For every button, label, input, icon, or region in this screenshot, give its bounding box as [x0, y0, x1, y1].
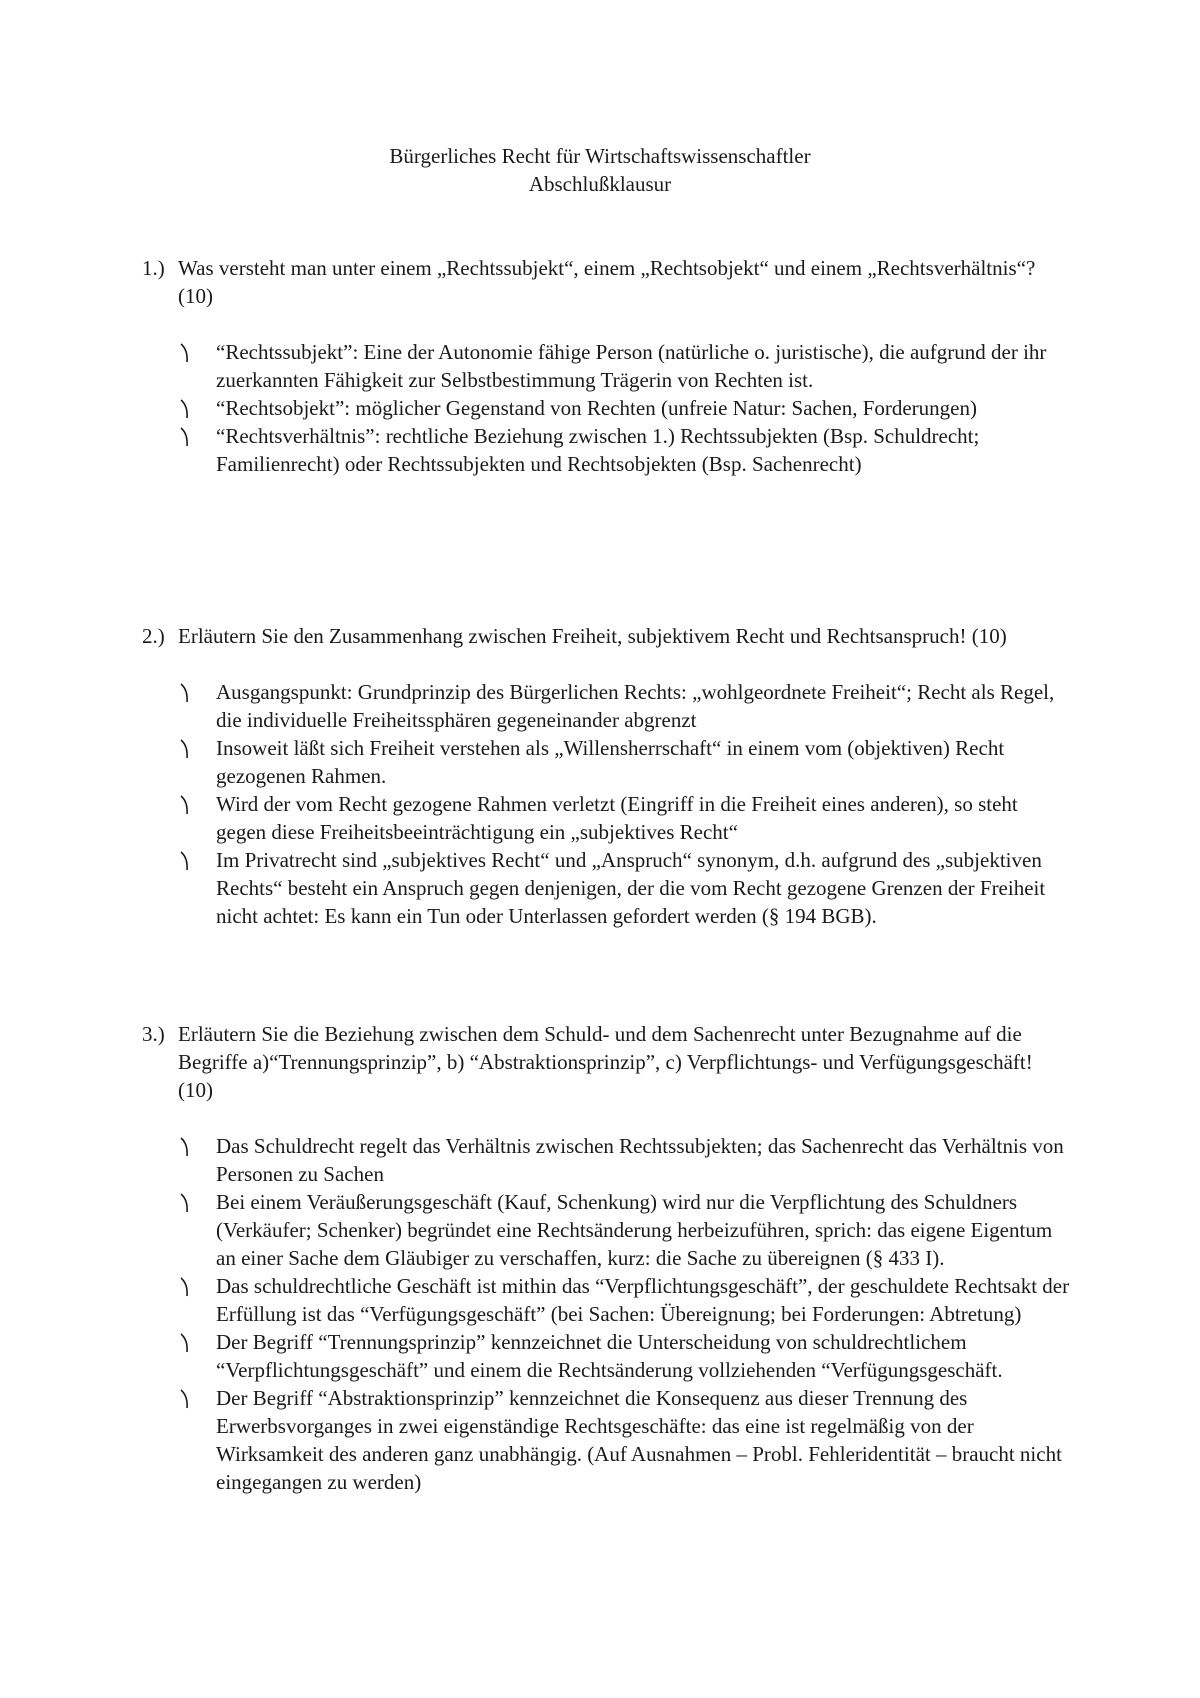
answer-list: [142, 1132, 1072, 1496]
question-text: Erläutern Sie die Beziehung zwischen dem Schuld- und dem Sachenrecht unter Bezugnahme auf die Begriffe a)“Trennungsprinzip”, b) “Abstraktionsprinzip”, c) Verpflichtungs- und Verfügungsgeschäft! (10): [178, 1022, 1033, 1102]
list-item: [142, 422, 1072, 478]
question-number: 1.): [142, 256, 165, 280]
list-item: [142, 338, 1072, 394]
title-exam: Abschlußklausur: [528, 172, 672, 196]
list-item: [142, 1328, 1072, 1384]
question-1-prompt: [142, 254, 1072, 310]
answer-text: Der Begriff “Trennungsprinzip” kennzeichnet die Unterscheidung von schuldrechtlichem “Verpflichtungsgeschäft” und einem die Rechtsänderung vollziehenden “Verfügungsgeschäft.: [216, 1330, 1003, 1382]
question-3-prompt: [142, 1020, 1072, 1104]
bracket-bullet-icon: [178, 427, 192, 447]
answer-text: “Rechtsobjekt”: möglicher Gegenstand von Rechten (unfreie Natur: Sachen, Forderungen): [216, 396, 977, 420]
answer-text: Der Begriff “Abstraktionsprinzip” kennzeichnet die Konsequenz aus dieser Trennung des Erwerbsvorganges in zwei eigenständige Rechtsgeschäfte: das eine ist regelmäßig von der Wirksamkeit des anderen ganz unabhängig. (Auf Ausnahmen – Probl. Fehleridentität – braucht nicht eingegangen zu werden): [216, 1386, 1062, 1494]
list-item: [142, 790, 1072, 846]
bracket-bullet-icon: [178, 795, 192, 815]
question-text: Erläutern Sie den Zusammenhang zwischen Freiheit, subjektivem Recht und Rechtsanspruch! (10): [178, 624, 1007, 648]
answer-text: Im Privatrecht sind „subjektives Recht“ und „Anspruch“ synonym, d.h. aufgrund des „subjektiven Rechts“ besteht ein Anspruch gegen denjenigen, der die vom Recht gezogene Grenzen der Freiheit nicht achtet: Es kann ein Tun oder Unterlassen gefordert werden (§ 194 BGB).: [216, 848, 1046, 928]
question-number: 3.): [142, 1022, 165, 1046]
question-text: Was versteht man unter einem „Rechtssubjekt“, einem „Rechtsobjekt“ und einem „Rechtsverhältnis“? (10): [178, 256, 1036, 308]
answer-text: “Rechtsverhältnis”: rechtliche Beziehung zwischen 1.) Rechtssubjekten (Bsp. Schuldrecht; Familienrecht) oder Rechtssubjekten und Rechtsobjekten (Bsp. Sachenrecht): [216, 424, 980, 476]
bracket-bullet-icon: [178, 1389, 192, 1409]
list-item: [142, 1272, 1072, 1328]
list-item: [142, 1132, 1072, 1188]
bracket-bullet-icon: [178, 683, 192, 703]
answer-text: Insoweit läßt sich Freiheit verstehen als „Willensherrschaft“ in einem vom (objektiven) Recht gezogenen Rahmen.: [216, 736, 1005, 788]
bracket-bullet-icon: [178, 739, 192, 759]
answer-text: Bei einem Veräußerungsgeschäft (Kauf, Schenkung) wird nur die Verpflichtung des Schuldners (Verkäufer; Schenker) begründet eine Rechtsänderung herbeizuführen, sprich: das eigene Eigentum an einer Sache dem Gläubiger zu verschaffen, kurz: die Sache zu übereignen (§ 433 I).: [216, 1190, 1053, 1270]
list-item: [142, 734, 1072, 790]
bracket-bullet-icon: [178, 343, 192, 363]
answer-list: [142, 678, 1072, 930]
list-item: [142, 1188, 1072, 1272]
bracket-bullet-icon: [178, 851, 192, 871]
answer-list: [142, 338, 1072, 478]
list-item: [142, 1384, 1072, 1496]
bracket-bullet-icon: [178, 399, 192, 419]
question-3: [142, 1020, 1072, 1496]
answer-text: “Rechtssubjekt”: Eine der Autonomie fähige Person (natürliche o. juristische), die aufgrund der ihr zuerkannten Fähigkeit zur Selbstbestimmung Trägerin von Rechten ist.: [216, 340, 1047, 392]
list-item: [142, 394, 1072, 422]
document-title: [0, 142, 1200, 198]
answer-text: Ausgangspunkt: Grundprinzip des Bürgerlichen Rechts: „wohlgeordnete Freiheit“; Recht als Regel, die individuelle Freiheitssphären gegeneinander abgrenzt: [216, 680, 1055, 732]
answer-text: Das schuldrechtliche Geschäft ist mithin das “Verpflichtungsgeschäft”, der geschuldete Rechtsakt der Erfüllung ist das “Verfügungsgeschäft” (bei Sachen: Übereignung; bei Forderungen: Abtretung): [216, 1274, 1070, 1326]
answer-text: Wird der vom Recht gezogene Rahmen verletzt (Eingriff in die Freiheit eines anderen), so steht gegen diese Freiheitsbeeinträchtigung ein „subjektives Recht“: [216, 792, 1018, 844]
question-2: [142, 622, 1072, 930]
bracket-bullet-icon: [178, 1333, 192, 1353]
answer-text: Das Schuldrecht regelt das Verhältnis zwischen Rechtssubjekten; das Sachenrecht das Verhältnis von Personen zu Sachen: [216, 1134, 1064, 1186]
list-item: [142, 846, 1072, 930]
question-1: [142, 254, 1072, 478]
title-course: Bürgerliches Recht für Wirtschaftswissenschaftler: [389, 144, 811, 168]
bracket-bullet-icon: [178, 1193, 192, 1213]
question-2-prompt: [142, 622, 1072, 650]
question-number: 2.): [142, 624, 165, 648]
bracket-bullet-icon: [178, 1277, 192, 1297]
bracket-bullet-icon: [178, 1137, 192, 1157]
list-item: [142, 678, 1072, 734]
